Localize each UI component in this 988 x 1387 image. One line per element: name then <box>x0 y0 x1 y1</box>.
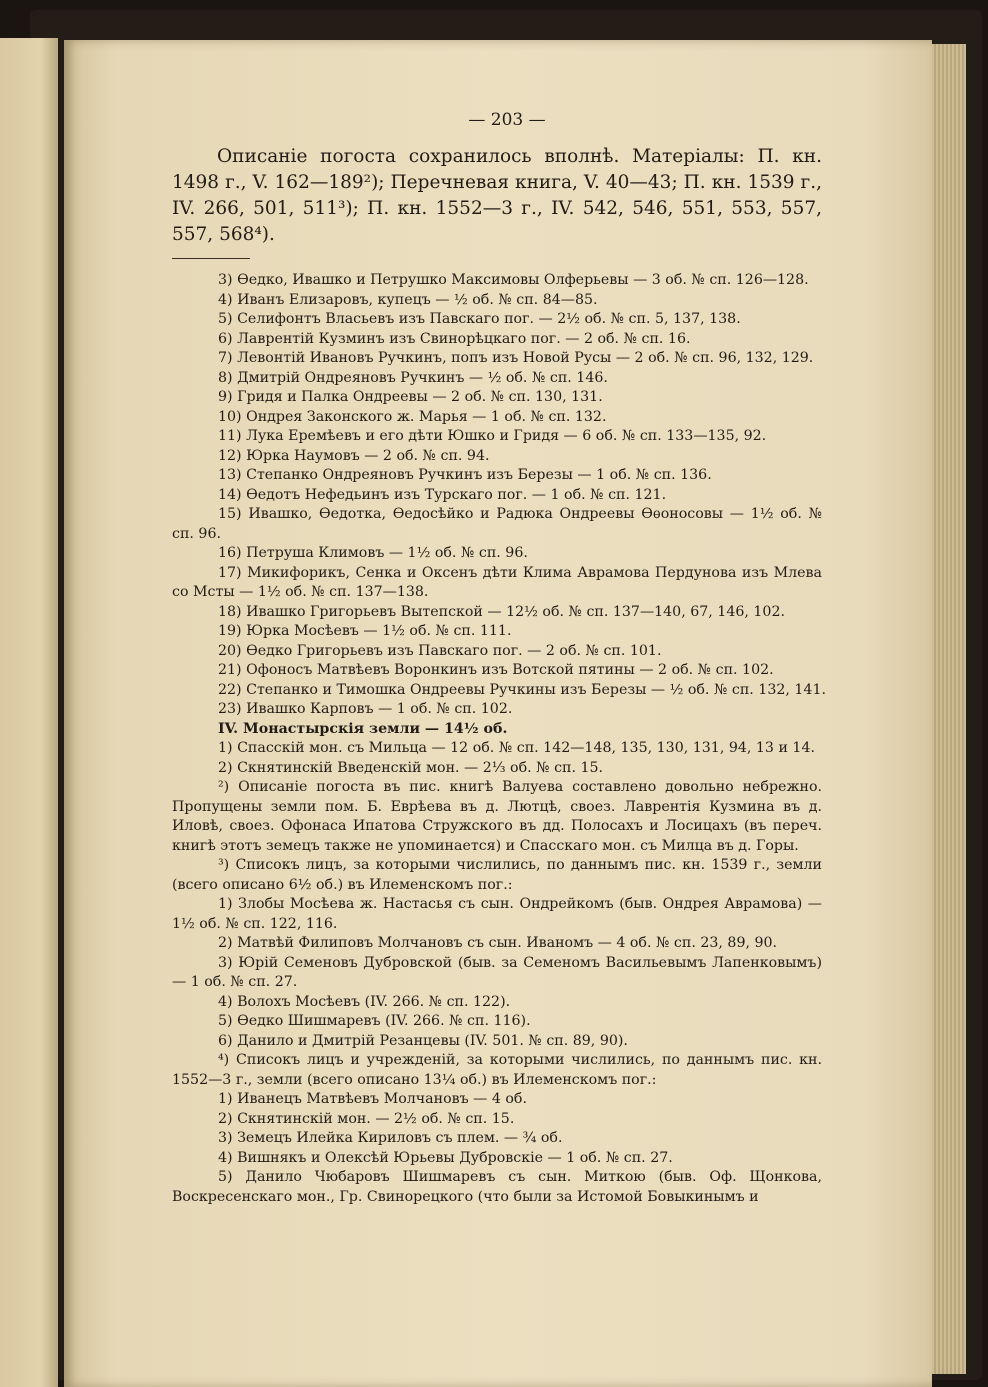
page-number: — 203 — <box>468 110 546 130</box>
list-item: 14) Ѳедотъ Нефедьинъ изъ Турскаго пог. — 1 об. № сп. 121. <box>218 486 667 503</box>
list-item: 11) Лука Еремѣевъ и его дѣти Юшко и Гридя — 6 об. № сп. 133—135, 92. <box>218 428 767 444</box>
footnote: ⁴) Списокъ лицъ и учрежденій, за которыми числились, по даннымъ пис. кн. 1552—3 г., земли (всего описано 13¼ об.) въ Илеменскомъ пог.: <box>172 1052 822 1088</box>
list-item: 3) Ѳедко, Ивашко и Петрушко Максимовы Олферьевы — 3 об. № сп. 126—128. <box>218 272 809 288</box>
list-item: 10) Ондрея Законского ж. Марья — 1 об. № сп. 132. <box>218 408 607 425</box>
list-item: 5) Данило Чюбаровъ Шишмаревъ съ сын. Миткою (быв. Оф. Щонкова, Воскресенскаго мон., Гр. Свинорецкого (что были за Истомой Бовыкинымъ и <box>172 1169 822 1205</box>
footnote: ³) Списокъ лицъ, за которыми числились, по даннымъ пис. кн. 1539 г., земли (всего описано 6½ об.) въ Илеменскомъ пог.: <box>172 857 822 893</box>
left-page-edge <box>0 38 58 1387</box>
list-item: 19) Юрка Мосѣевъ — 1½ об. № сп. 111. <box>218 623 512 639</box>
list-item: 9) Гридя и Палка Ондреевы — 2 об. № сп. 130, 131. <box>218 389 603 405</box>
list-item: 4) Волохъ Мосѣевъ (IV. 266. № сп. 122). <box>218 993 511 1010</box>
list-item: 4) Иванъ Елизаровъ, купецъ — ½ об. № сп. 84—85. <box>218 291 598 308</box>
list-item: 6) Лаврентій Кузминъ изъ Свинорѣцкаго пог. — 2 об. № сп. 16. <box>218 330 691 347</box>
list-item: 17) Микифорикъ, Сенка и Оксенъ дѣти Клима Аврамова Пердунова изъ Млева со Мсты — 1½ об. № сп. 137—138. <box>172 564 822 600</box>
list-item: 5) Ѳедко Шишмаревъ (IV. 266. № сп. 116). <box>218 1013 531 1029</box>
list-item: 23) Ивашко Карповъ — 1 об. № сп. 102. <box>218 701 513 717</box>
list-item: 5) Селифонтъ Власьевъ изъ Павскаго пог. — 2½ об. № сп. 5, 137, 138. <box>218 311 741 327</box>
list-item: 1) Иванецъ Матвѣевъ Молчановъ — 4 об. <box>218 1091 527 1107</box>
list-item: 21) Офоносъ Матвѣевъ Воронкинъ изъ Вотской пятины — 2 об. № сп. 102. <box>218 662 774 678</box>
list-item: 1) Злобы Мосѣева ж. Настасья съ сын. Ондрейкомъ (быв. Ондрея Аврамова) — 1½ об. № сп. 122, 116. <box>172 896 822 932</box>
list-item: 12) Юрка Наумовъ — 2 об. № сп. 94. <box>218 447 490 464</box>
footnote: ²) Описаніе погоста въ пис. книгѣ Валуева составлено довольно небрежно. Пропущены земли пом. Б. Еврѣева въ д. Лютцѣ, своез. Лаврентія Кузмина въ д. Иловѣ, своез. Офонаса Ипатова Стружского въ дд. Полосахъ и Лосицахъ (въ переч. книгѣ этотъ земецъ также не упоминается) и Спасскаго мон. съ Милца въ д. Горы. <box>172 779 822 854</box>
list-item: 22) Степанко и Тимошка Ондреевы Ручкины изъ Березы — ½ об. № сп. 132, 141. <box>218 681 826 698</box>
list-item: 4) Вишнякъ и Олексѣй Юрьевы Дубровскіе — 1 об. № сп. 27. <box>218 1149 673 1166</box>
section-heading: IV. Монастырскія земли — 14½ об. <box>218 720 508 737</box>
footnote-rule <box>172 258 250 259</box>
list-item: 6) Данило и Дмитрій Резанцевы (IV. 501. № сп. 89, 90). <box>218 1032 628 1049</box>
list-item: 13) Степанко Ондреяновъ Ручкинъ изъ Березы — 1 об. № сп. 136. <box>218 467 712 483</box>
page-stack-edge <box>932 44 966 1374</box>
list-item: 3) Земецъ Илейка Кириловъ съ плем. — ¾ об. <box>218 1130 563 1146</box>
list-item: 3) Юрій Семеновъ Дубровской (быв. за Семеномъ Васильевымъ Лапенковымъ) — 1 об. № сп. 27. <box>172 954 822 990</box>
list-item: 2) Скнятинскій мон. — 2½ об. № сп. 15. <box>218 1110 515 1127</box>
list-item: 2) Скнятинскій Введенскій мон. — 2⅓ об. № сп. 15. <box>218 759 604 776</box>
list-item: 1) Спасскій мон. съ Мильца — 12 об. № сп. 142—148, 135, 130, 131, 94, 13 и 14. <box>218 740 815 756</box>
list-item: 18) Ивашко Григорьевъ Вытепской — 12½ об. № сп. 137—140, 67, 146, 102. <box>218 603 785 620</box>
list-item: 8) Дмитрій Ондреяновъ Ручкинъ — ½ об. № сп. 146. <box>218 369 608 386</box>
lead-paragraph: Описаніе погоста сохранилось вполнѣ. Матеріалы: П. кн. 1498 г., V. 162—189²); Перечневая книга, V. 40—43; П. кн. 1539 г., IV. 266, 501, 511³); П. кн. 1552—3 г., IV. 542, 546, 551, 553, 557, 557, 568⁴). <box>172 146 822 245</box>
page-text <box>172 110 826 1207</box>
list-item: 20) Ѳедко Григорьевъ изъ Павскаго пог. — 2 об. № сп. 101. <box>218 642 662 659</box>
list-item: 15) Ивашко, Ѳедотка, Ѳедосѣйко и Радюка Ондреевы Ѳѳоносовы — 1½ об. № сп. 96. <box>172 506 822 542</box>
list-item: 16) Петруша Климовъ — 1½ об. № сп. 96. <box>218 545 528 561</box>
list-item: 7) Левонтій Ивановъ Ручкинъ, попъ изъ Новой Русы — 2 об. № сп. 96, 132, 129. <box>218 350 814 366</box>
list-item: 2) Матвѣй Филиповъ Молчановъ съ сын. Иваномъ — 4 об. № сп. 23, 89, 90. <box>218 935 778 951</box>
